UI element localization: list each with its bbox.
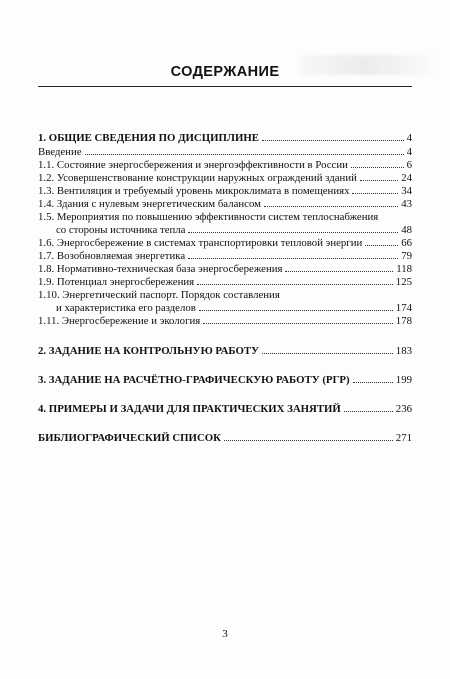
toc-entry-page: 6 (406, 159, 412, 171)
toc-entry-page: 48 (401, 224, 412, 236)
dot-leader (285, 271, 393, 272)
toc-entry-1-11[interactable] (38, 315, 412, 327)
toc-entry-page: 125 (395, 276, 412, 288)
toc-entry-page: 24 (401, 172, 412, 184)
toc-entry-page: 174 (395, 302, 412, 314)
toc-entry-1-5-line2[interactable] (56, 224, 412, 236)
dot-leader (262, 140, 404, 141)
toc-entry-section-3[interactable] (38, 374, 412, 386)
toc-entry-page: 118 (396, 263, 412, 275)
toc-entry-1-8[interactable] (38, 263, 412, 275)
toc-entry-1-7[interactable] (38, 250, 412, 262)
toc-entry-text: 1.8. Нормативно-техническая база энергосбережения (38, 263, 283, 275)
toc-entry-1-1[interactable] (38, 159, 412, 171)
toc-entry-text: 1. ОБЩИЕ СВЕДЕНИЯ ПО ДИСЦИПЛИНЕ (38, 132, 259, 144)
toc-entry-1-3[interactable] (38, 185, 412, 197)
dot-leader (85, 154, 404, 155)
toc-entry-page: 34 (401, 185, 412, 197)
dot-leader (197, 284, 393, 285)
toc-entry-page: 43 (401, 198, 412, 210)
toc-entry-bibliography[interactable] (38, 432, 412, 444)
toc-entry-page: 199 (395, 374, 412, 386)
toc-entry-1-6[interactable] (38, 237, 412, 249)
toc-entry-page: 4 (406, 132, 412, 144)
toc-entry-page: 183 (395, 345, 412, 357)
toc-entry-1-2[interactable] (38, 172, 412, 184)
title-rule (38, 86, 412, 87)
toc-entry-text: 1.7. Возобновляемая энергетика (38, 250, 186, 262)
toc-entry-page: 178 (395, 315, 412, 327)
toc-entry-introduction[interactable] (38, 146, 412, 158)
dot-leader (262, 353, 393, 354)
toc-entry-text: 1.6. Энергосбережение в системах транспортировки тепловой энергии (38, 237, 363, 249)
dot-leader (353, 382, 393, 383)
toc-entry-text: 3. ЗАДАНИЕ НА РАСЧЁТНО-ГРАФИЧЕСКУЮ РАБОТУ (РГР) (38, 374, 350, 386)
toc-entry-text: 1.3. Вентиляция и требуемый уровень микроклимата в помещениях (38, 185, 350, 197)
dot-leader (203, 323, 393, 324)
toc-entry-text: 2. ЗАДАНИЕ НА КОНТРОЛЬНУЮ РАБОТУ (38, 345, 260, 357)
dot-leader (199, 310, 393, 311)
toc-entry-text: 1.5. Мероприятия по повышению эффективности систем теплоснабжения (38, 211, 379, 223)
toc-entry-1-9[interactable] (38, 276, 412, 288)
toc-entry-text: 4. ПРИМЕРЫ И ЗАДАЧИ ДЛЯ ПРАКТИЧЕСКИХ ЗАНЯТИЙ (38, 403, 341, 415)
toc-entry-page: 66 (401, 237, 412, 249)
dot-leader (365, 245, 398, 246)
toc-entry-text: Введение (38, 146, 82, 158)
page-title: СОДЕРЖАНИЕ (170, 64, 280, 80)
toc-entry-section-1[interactable] (38, 132, 412, 144)
toc-entry-text: 1.1. Состояние энергосбережения и энергоэффективности в России (38, 159, 348, 171)
dot-leader (224, 440, 393, 441)
dot-leader (360, 180, 398, 181)
toc-entry-text-continued: со стороны источника тепла (56, 224, 186, 236)
toc-entry-text: 1.11. Энергосбережение и экология (38, 315, 201, 327)
toc-entry-text: 1.4. Здания с нулевым энергетическим балансом (38, 198, 261, 210)
toc-entry-page: 236 (395, 403, 412, 415)
dot-leader (188, 258, 398, 259)
toc-entry-text: 1.10. Энергетический паспорт. Порядок составления (38, 289, 280, 301)
toc-entry-1-10-line1[interactable] (38, 289, 412, 301)
toc-entry-section-4[interactable] (38, 403, 412, 415)
toc-entry-text: БИБЛИОГРАФИЧЕСКИЙ СПИСОК (38, 432, 221, 444)
dot-leader (264, 206, 398, 207)
toc-entry-section-2[interactable] (38, 345, 412, 357)
toc-entry-page: 4 (406, 146, 412, 158)
toc-entry-text: 1.9. Потенциал энергосбережения (38, 276, 195, 288)
toc-entry-text: 1.2. Усовершенствование конструкции наружных ограждений зданий (38, 172, 357, 184)
dot-leader (188, 232, 398, 233)
toc-entry-page: 271 (395, 432, 412, 444)
dot-leader (344, 411, 393, 412)
page-number: 3 (222, 628, 228, 640)
toc-entry-1-5-line1[interactable] (38, 211, 412, 223)
toc-entry-text-continued: и характеристика его разделов (56, 302, 196, 314)
toc-entry-1-4[interactable] (38, 198, 412, 210)
toc-entry-page: 79 (401, 250, 412, 262)
toc-entry-1-10-line2[interactable] (56, 302, 412, 314)
dot-leader (351, 167, 404, 168)
dot-leader (352, 193, 398, 194)
